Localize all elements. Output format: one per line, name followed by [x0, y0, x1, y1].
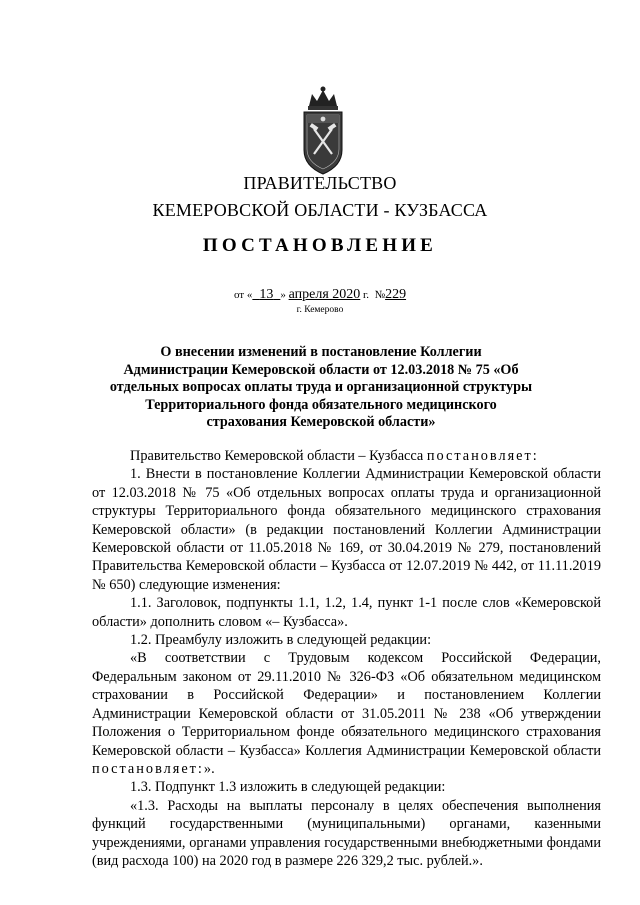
number-label: № — [374, 289, 386, 301]
paragraph-1-1: 1.1. Заголовок, подпункты 1.1, 1.2, 1.4, пункт 1-1 после слов «Кемеровской области» дополнить словом «– Кузбасса». — [92, 595, 601, 630]
document-body — [92, 447, 601, 870]
city-label: г. Кемерово — [296, 305, 344, 315]
date-prefix: от « — [233, 289, 253, 301]
document-subject: О внесении изменений в постановление Коллегии Администрации Кемеровской области от 12.03.2018 № 75 «Об отдельных вопросах оплаты труда и организационной структуры Территориального фонда обязательного медицинского страхования Кемеровской области» — [109, 344, 533, 430]
document-number: 229 — [385, 287, 407, 302]
date-year-suffix: г. — [360, 289, 370, 301]
paragraph-1-3: 1.3. Подпункт 1.3 изложить в следующей редакции: — [130, 779, 446, 796]
paragraph-1-2: 1.2. Преамбулу изложить в следующей редакции: — [130, 632, 432, 649]
government-name-line-2: КЕМЕРОВСКОЙ ОБЛАСТИ - КУЗБАССА — [152, 200, 488, 220]
paragraph-preamble: Правительство Кемеровской области – Кузбасса постановляет: — [130, 448, 539, 464]
document-type-title: ПОСТАНОВЛЕНИЕ — [202, 235, 438, 256]
coat-of-arms-icon — [298, 84, 348, 178]
date-month-year: апреля 2020 — [288, 287, 361, 302]
government-name-line-1: ПРАВИТЕЛЬСТВО — [243, 173, 397, 193]
date-day: 13 — [259, 287, 274, 302]
paragraph-1-2-text: «В соответствии с Трудовым кодексом Российской Федерации, Федеральным законом от 29.11.2010 № 326-ФЗ «Об обязательном медицинском страховании в Российской Федерации» и постановлением Коллегии Администрации Кемеровской области от 31.05.2011 № 238 «Об утверждении Положения о Территориальном фонде обязательного медицинского страхования Кемеровской области – Кузбасса» Коллегия Администрации Кемеровской области постановляет:». — [92, 650, 601, 777]
date-number-line — [0, 287, 640, 303]
paragraph-1: 1. Внести в постановление Коллегии Администрации Кемеровской области от 12.03.2018 № 75 «Об отдельных вопросах оплаты труда и организационной структуры Территориального фонда обязательного медицинского страхования Кемеровской области» (в редакции постановлений Коллегии Администрации Кемеровской области от 11.05.2018 № 169, от 30.04.2019 № 279, постановлений Правительства Кемеровской области – Кузбасса от 12.07.2019 № 442, от 11.11.2019 № 650) следующие изменения: — [92, 466, 601, 593]
date-quote-close: » — [280, 289, 286, 301]
paragraph-1-3-text: «1.3. Расходы на выплаты персоналу в целях обеспечения выполнения функций государственными (муниципальными) органами, казенными учреждениями, органами управления государственными внебюджетными фондами (вид расхода 100) на 2020 год в размере 226 329,2 тыс. рублей.». — [92, 797, 601, 869]
